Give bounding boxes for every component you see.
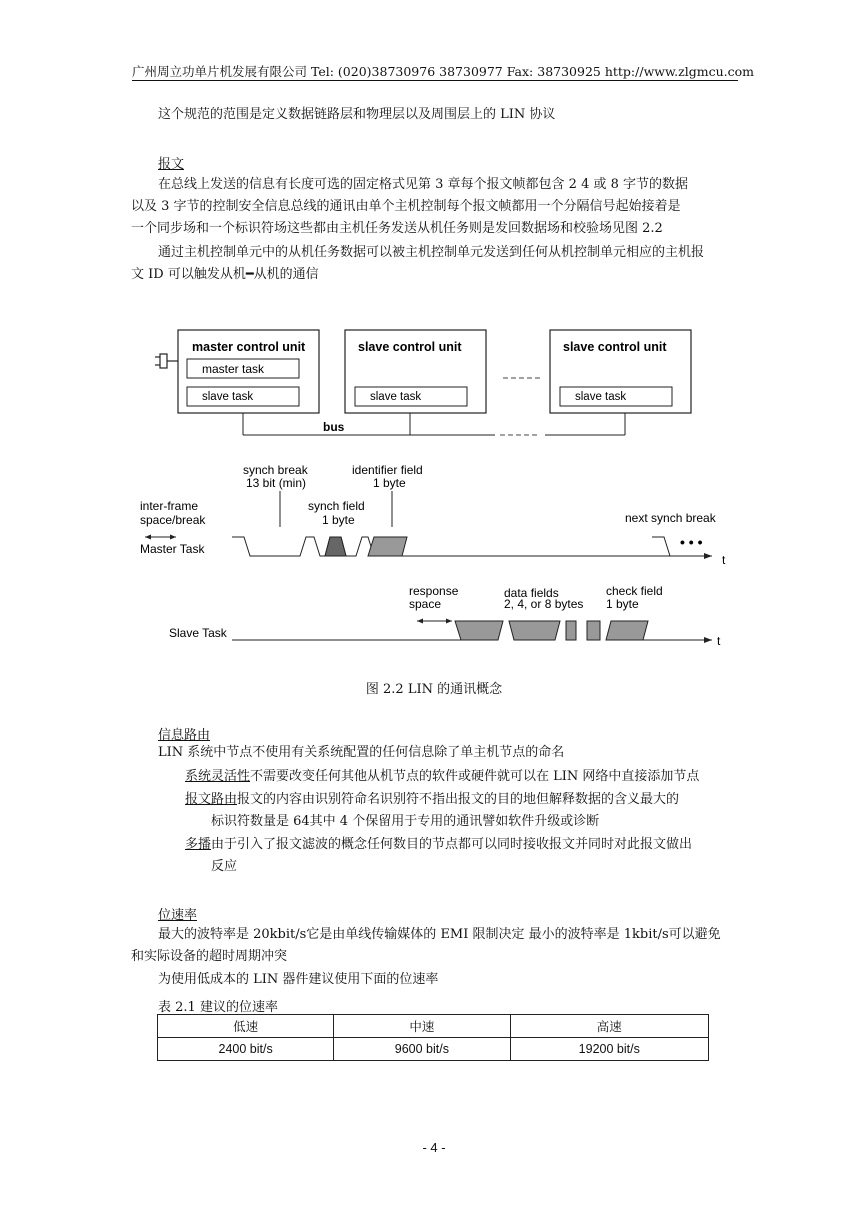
bus-label: bus [323, 420, 345, 434]
table-header-cell: 低速 [158, 1015, 334, 1038]
table-row [158, 1038, 709, 1061]
bitrate-line-1: 最大的波特率是 20kbit/s它是由单线传输媒体的 EMI 限制决定 最小的波特率是 1kbit/s可以避免 [158, 927, 721, 942]
multicast-term: 多播 [185, 837, 212, 852]
routing-item-flexibility [185, 766, 792, 788]
check-field-length: 1 byte [606, 597, 639, 611]
identifier-field-block [368, 537, 407, 556]
message-line-1: 在总线上发送的信息有长度可选的固定格式见第 3 章每个报文帧都包含 2 4 或 8 字节的数据 [158, 177, 689, 192]
routing-line-1: LIN 系统中节点不使用有关系统配置的任何信息除了单主机节点的命名 [158, 745, 565, 760]
space-label: space [409, 597, 442, 611]
bitrate-line-3: 为使用低成本的 LIN 器件建议使用下面的位速率 [158, 972, 439, 987]
data-fields-label: data fields [504, 586, 559, 600]
synch-field-block [325, 537, 346, 556]
response-label: response [409, 584, 459, 598]
next-synch-label: next synch break [625, 511, 716, 525]
slave-task-label-1: slave task [370, 391, 422, 403]
routing-item-message-routing [185, 789, 792, 811]
inter-frame-label: inter-frame [140, 499, 199, 513]
message-routing-text: 报文的内容由识别符命名识别符不指出报文的目的地但解释数据的含义最大的 [237, 792, 680, 807]
synch-break-label: synch break [243, 463, 308, 477]
table-cell: 2400 bit/s [158, 1038, 334, 1061]
data-field-block-1 [455, 621, 503, 640]
flexibility-term: 系统灵活性 [185, 769, 251, 784]
multicast-text-2: 反应 [211, 859, 238, 874]
inter-frame-label-2: space/break [140, 513, 206, 527]
table-header-cell: 中速 [334, 1015, 510, 1038]
master-task-label: master task [202, 362, 265, 376]
slave-task-label-2: slave task [575, 391, 627, 403]
multicast-text: 由于引入了报文滤波的概念任何数目的节点都可以同时接收报文并同时对此报文做出 [211, 837, 693, 852]
slave-unit-label-2: slave control unit [563, 340, 667, 354]
data-fields-length: 2, 4, or 8 bytes [504, 597, 584, 611]
slave-task-row-label: Slave Task [169, 626, 227, 640]
identifier-field-length: 1 byte [373, 476, 406, 490]
table-cell: 19200 bit/s [510, 1038, 708, 1061]
synch-break-length: 13 bit (min) [246, 476, 307, 490]
page-number: - 4 - [422, 1140, 446, 1155]
connector-icon [160, 354, 167, 368]
figure-caption: 图 2.2 LIN 的通讯概念 [365, 682, 503, 697]
section-heading-bitrate: 位速率 [158, 908, 198, 923]
check-field-block [606, 621, 648, 640]
intro-paragraph: 这个规范的范围是定义数据链路层和物理层以及周围层上的 LIN 协议 [158, 107, 556, 122]
table-cell: 9600 bit/s [334, 1038, 510, 1061]
master-task-row-label: Master Task [140, 542, 205, 556]
data-field-block-2 [509, 621, 560, 640]
check-field-label: check field [606, 584, 663, 598]
bitrate-table [157, 1014, 709, 1061]
message-line-5: 文 ID 可以触发从机━从机的通信 [131, 267, 319, 282]
bitrate-line-2: 和实际设备的超时周期冲突 [131, 949, 288, 964]
page-header: 广州周立功单片机发展有限公司 Tel: (020)38730976 38730977 Fax: 38730925 http://www.zlgmcu.com [132, 64, 754, 79]
time-axis-label-slave: t [717, 634, 721, 648]
data-field-block-4 [587, 621, 600, 640]
table-header-row [158, 1015, 709, 1038]
master-slave-task-label: slave task [202, 391, 254, 403]
message-routing-text-2: 标识符数量是 64其中 4 个保留用于专用的通讯譬如软件升级或诊断 [211, 814, 600, 829]
master-unit-label: master control unit [192, 340, 306, 354]
synch-field-length: 1 byte [322, 513, 355, 527]
message-line-4: 通过主机控制单元中的从机任务数据可以被主机控制单元发送到任何从机控制单元相应的主机报 [158, 245, 705, 260]
message-line-3: 一个同步场和一个标识符场这些都由主机任务发送从机任务则是发回数据场和校验场见图 2.2 [131, 221, 663, 236]
synch-field-label: synch field [308, 499, 365, 513]
time-axis-label-master: t [722, 553, 726, 567]
table-caption: 表 2.1 建议的位速率 [158, 1000, 278, 1015]
message-line-2: 以及 3 字节的控制安全信息总线的通讯由单个主机控制每个报文帧都用一个分隔信号起始接着是 [131, 199, 681, 214]
flexibility-text: 不需要改变任何其他从机节点的软件或硬件就可以在 LIN 网络中直接添加节点 [250, 769, 700, 784]
routing-item-multicast [185, 834, 792, 856]
ellipsis-glyph: • • • [680, 534, 703, 550]
section-heading-routing: 信息路由 [158, 728, 211, 743]
slave-unit-label-1: slave control unit [358, 340, 462, 354]
identifier-field-label: identifier field [352, 463, 423, 477]
message-routing-term: 报文路由 [185, 792, 238, 807]
section-heading-message: 报文 [158, 157, 185, 172]
table-header-cell: 高速 [510, 1015, 708, 1038]
data-field-block-3 [566, 621, 576, 640]
